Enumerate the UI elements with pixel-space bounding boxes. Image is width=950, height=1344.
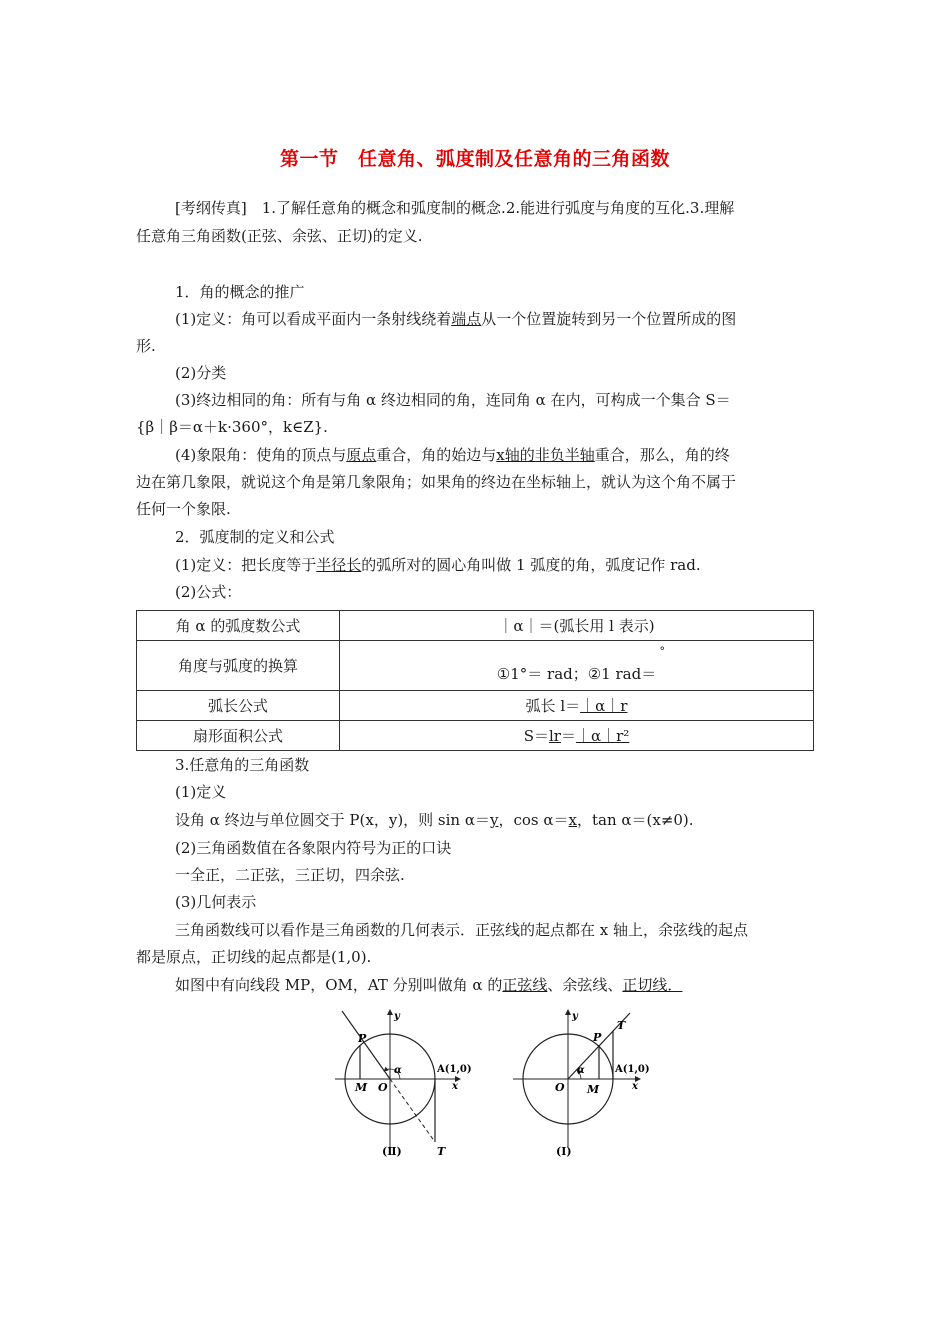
formula-label: (2)公式： (175, 583, 242, 601)
arc-length-prefix: 弧长 l＝ (525, 697, 581, 715)
figure-intro (175, 975, 816, 995)
table-row (137, 611, 814, 641)
point-label-t: T (617, 1019, 626, 1032)
table-cell-value (340, 691, 814, 721)
point-label-t: T (437, 1145, 446, 1158)
page-title: 第一节 任意角、弧度制及任意角的三角函数 (279, 148, 670, 170)
terminal-side (342, 1011, 390, 1079)
blank-answer: 半径长 (316, 556, 362, 574)
figure-left (335, 1010, 472, 1158)
table-cell-name: 角度与弧度的换算 (137, 641, 340, 691)
def-text: 从一个位置旋转到另一个位置所成的图 (481, 310, 737, 328)
def-text: (1)定义：把长度等于 (175, 556, 317, 574)
blank-answer: y (490, 811, 499, 829)
table-row (137, 641, 814, 691)
angle-label: α (394, 1065, 402, 1076)
section3-heading: 3.任意角的三角函数 (175, 756, 310, 774)
axis-label-x: x (632, 1081, 638, 1092)
signs-mnemonic: 一全正，二正弦，三正切，四余弦. (175, 866, 405, 884)
sector-prefix: S＝ (523, 727, 549, 745)
unit-circle-figures (330, 1007, 660, 1167)
trig-text: ，tan α＝(x≠0). (576, 811, 694, 829)
point-label-p: P (593, 1031, 602, 1044)
blank-answer: ｜α｜r (580, 697, 628, 715)
coterminal-line-2: {β｜β＝α＋k·360°，k∈Z}. (136, 418, 328, 436)
formula-table (136, 610, 814, 751)
angle-label: α (577, 1065, 585, 1076)
point-label-p: P (358, 1032, 367, 1045)
sector-mid: ＝ (560, 727, 576, 745)
quadrant-line-2: 边在第几象限，就说这个角是第几象限角；如果角的终边在坐标轴上，就认为这个角不属于 (136, 473, 737, 491)
axis-label-x: x (452, 1081, 458, 1092)
blank-answer: 正切线． (622, 976, 683, 994)
fig-text: 如图中有向线段 MP，OM，AT 分别叫做角 α 的 (175, 976, 503, 994)
fig-text: 、余弦线、 (547, 976, 623, 994)
section2-definition (175, 555, 816, 575)
quadrant-text: (4)象限角：使角的顶点与 (175, 446, 347, 464)
table-cell-name: 角 α 的弧度数公式 (137, 611, 340, 641)
section1-definition-cont: 形. (136, 337, 156, 355)
section1-classify: (2)分类 (175, 364, 227, 382)
def-text: 的弧所对的圆心角叫做 1 弧度的角，弧度记作 rad. (361, 556, 701, 574)
figure-caption: (Ⅰ) (556, 1145, 572, 1158)
geo-line-2: 都是原点，正切线的起点都是(1,0). (136, 948, 372, 966)
syllabus-tag: [考纲传真] (175, 199, 247, 217)
section1-definition (175, 309, 816, 329)
table-row (137, 691, 814, 721)
section3-def-label: (1)定义 (175, 783, 227, 801)
table-cell-name: 扇形面积公式 (137, 721, 340, 751)
extension-line (390, 1079, 435, 1142)
section1-heading: 1．角的概念的推广 (175, 283, 305, 301)
syllabus-line-2: 任意角三角函数(正弦、余弦、正切)的定义. (136, 227, 423, 245)
figure-right (513, 1010, 650, 1158)
blank-answer: ｜α｜r² (575, 727, 630, 745)
figure-caption: (Ⅱ) (382, 1145, 402, 1158)
point-label-a: A(1,0) (615, 1064, 650, 1075)
def-text: (1)定义：角可以看成平面内一条射线绕着 (175, 310, 452, 328)
syllabus-line-1 (175, 198, 816, 218)
axis-label-y: y (572, 1011, 578, 1022)
signs-heading: (2)三角函数值在各象限内符号为正的口诀 (175, 839, 452, 857)
blank-answer: 端点 (451, 310, 482, 328)
blank-answer: lr (548, 727, 561, 745)
quadrant-text: 重合，角的始边与 (376, 446, 497, 464)
point-label-m: M (587, 1083, 600, 1096)
table-cell-name: 弧长公式 (137, 691, 340, 721)
degree-mark: ° (659, 645, 665, 658)
point-label-m: M (355, 1081, 368, 1094)
quadrant-line-3: 任何一个象限. (136, 500, 231, 518)
blank-answer: x轴的非负半轴 (496, 446, 595, 464)
trig-text: 设角 α 终边与单位圆交于 P(x，y)，则 sin α＝ (175, 811, 490, 829)
point-label-a: A(1,0) (437, 1064, 472, 1075)
axis-label-y: y (394, 1011, 400, 1022)
section2-heading: 2．弧度制的定义和公式 (175, 528, 335, 546)
trig-text: ，cos α＝ (498, 811, 569, 829)
coterminal-line-1: (3)终边相同的角：所有与角 α 终边相同的角，连同角 α 在内，可构成一个集合 S＝ (175, 391, 731, 409)
syllabus-text-1: 1.了解任意角的概念和弧度制的概念.2.能进行弧度与角度的互化.3.理解 (261, 199, 735, 217)
blank-answer: 原点 (346, 446, 377, 464)
table-cell-value: ｜α｜＝(弧长用 l 表示) (340, 611, 814, 641)
table-row (137, 721, 814, 751)
trig-definition (175, 810, 816, 830)
point-label-o: O (378, 1081, 388, 1094)
point-label-o: O (555, 1081, 565, 1094)
blank-answer: 正弦线 (502, 976, 548, 994)
geo-heading: (3)几何表示 (175, 893, 257, 911)
geo-line-1: 三角函数线可以看作是三角函数的几何表示．正弦线的起点都在 x 轴上，余弦线的起点 (175, 921, 748, 939)
blank-answer: x (568, 811, 577, 829)
table-cell-value (340, 721, 814, 751)
table-cell-value (340, 641, 814, 691)
quadrant-line-1 (175, 445, 816, 465)
quadrant-text: 重合，那么，角的终 (594, 446, 730, 464)
conversion-text: ①1°＝ rad；②1 rad＝ (496, 665, 657, 683)
